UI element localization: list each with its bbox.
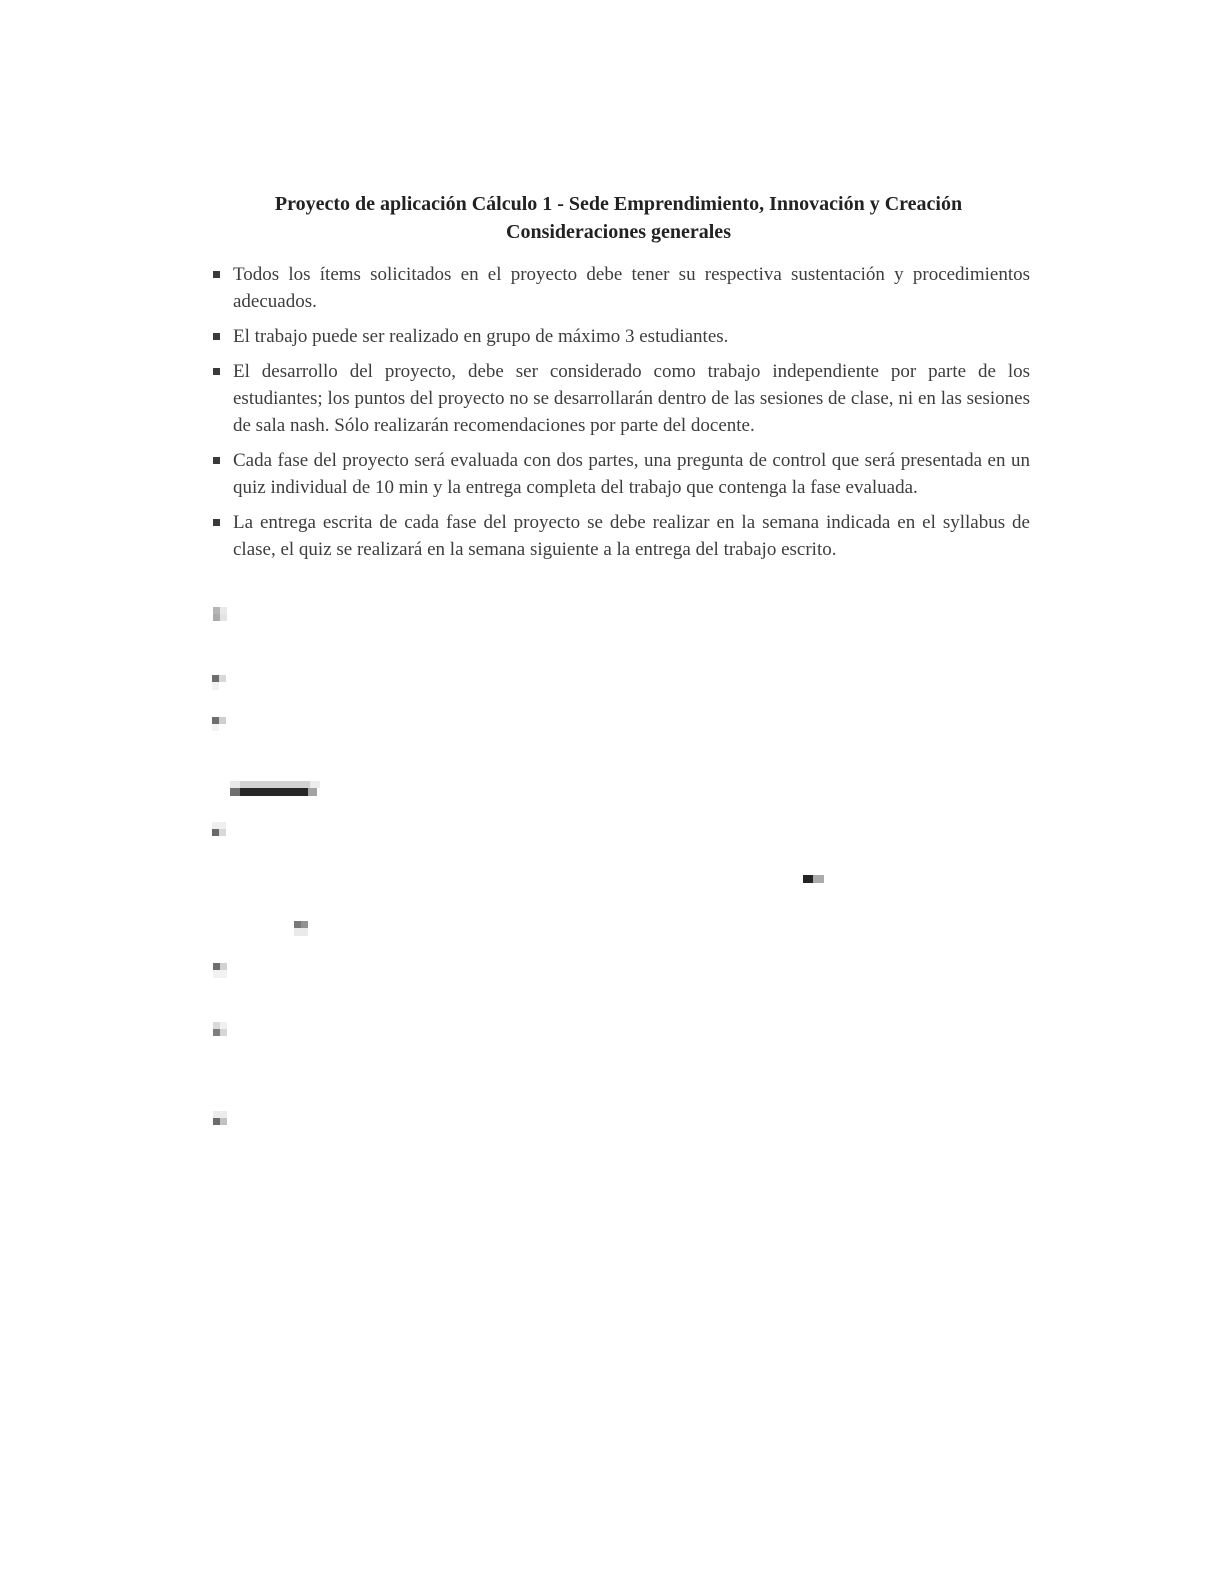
faded-mark-8-pixel: [213, 1029, 220, 1036]
faded-mark-2-pixel: [212, 675, 219, 682]
bullet-text-1: Todos los ítems solicitados en el proyecto debe tener su respectiva sustentación y procedimientos adecuados.: [233, 264, 1030, 312]
faded-bar-pixel: [240, 788, 308, 796]
faded-mark-2-pixel: [219, 675, 226, 682]
bullet-item-5: [207, 509, 1030, 563]
faded-bar-pixel: [240, 781, 310, 788]
faded-bar-pixel: [308, 788, 317, 796]
faded-mark-9-pixel: [220, 1118, 227, 1125]
bullet-text-3: El desarrollo del proyecto, debe ser considerado como trabajo independiente por parte de los estudiantes; los puntos del proyecto no se desarrollarán dentro de las sesiones de clase, ni en las sesiones de sala nash. Sólo realizarán recomendaciones por parte del docente.: [233, 361, 1030, 436]
faded-mark-1-pixel: [213, 607, 220, 614]
bullet-item-4: [207, 447, 1030, 501]
faded-mark-4-pixel: [212, 822, 226, 829]
faded-mark-1-pixel: [220, 614, 227, 621]
bullet-text-2: El trabajo puede ser realizado en grupo de máximo 3 estudiantes.: [233, 326, 729, 347]
faded-mark-5-pixel: [803, 875, 813, 883]
bullet-square-icon: [213, 457, 220, 464]
bullet-text-5: La entrega escrita de cada fase del proyecto se debe realizar en la semana indicada en el syllabus de clase, el quiz se realizará en la semana siguiente a la entrega del trabajo escrito.: [233, 512, 1030, 560]
faded-mark-6-pixel: [294, 921, 301, 928]
bullet-square-icon: [213, 333, 220, 340]
faded-mark-7-pixel: [220, 963, 227, 970]
bullet-square-icon: [213, 271, 220, 278]
faded-bar-pixel: [230, 781, 240, 788]
bullet-text-4: Cada fase del proyecto será evaluada con dos partes, una pregunta de control que será presentada en un quiz individual de 10 min y la entrega completa del trabajo que contenga la fase evaluada.: [233, 450, 1030, 498]
faded-mark-4-pixel: [212, 829, 219, 836]
faded-mark-7-pixel: [213, 970, 227, 978]
bullet-square-icon: [213, 368, 220, 375]
document-content: [207, 190, 1030, 571]
bullet-item-3: [207, 358, 1030, 439]
faded-mark-1-pixel: [220, 607, 227, 614]
faded-bar-pixel: [230, 788, 240, 796]
faded-bar-pixel: [310, 781, 320, 788]
faded-mark-6-pixel: [301, 921, 308, 928]
document-title: [207, 190, 1030, 246]
faded-mark-4-pixel: [219, 829, 226, 836]
faded-mark-3-pixel: [212, 717, 219, 724]
faded-mark-6-pixel: [294, 928, 308, 936]
bullet-square-icon: [213, 519, 220, 526]
faded-mark-9-pixel: [213, 1111, 227, 1118]
faded-mark-5-pixel: [813, 875, 824, 883]
bullet-item-1: [207, 261, 1030, 315]
faded-mark-3-pixel: [219, 717, 226, 724]
faded-mark-8-pixel: [220, 1029, 227, 1036]
bullet-item-2: [207, 323, 1030, 350]
faded-mark-2-pixel: [212, 682, 219, 690]
faded-mark-8-pixel: [220, 1022, 227, 1029]
title-line-2: Consideraciones generales: [506, 221, 731, 243]
title-line-1: Proyecto de aplicación Cálculo 1 - Sede Emprendimiento, Innovación y Creación: [274, 193, 963, 215]
faded-mark-9-pixel: [213, 1118, 220, 1125]
bullet-list: [207, 261, 1030, 563]
faded-mark-3-pixel: [212, 724, 219, 731]
faded-mark-7-pixel: [213, 963, 220, 970]
faded-mark-1-pixel: [213, 614, 220, 621]
faded-mark-8-pixel: [213, 1022, 220, 1029]
